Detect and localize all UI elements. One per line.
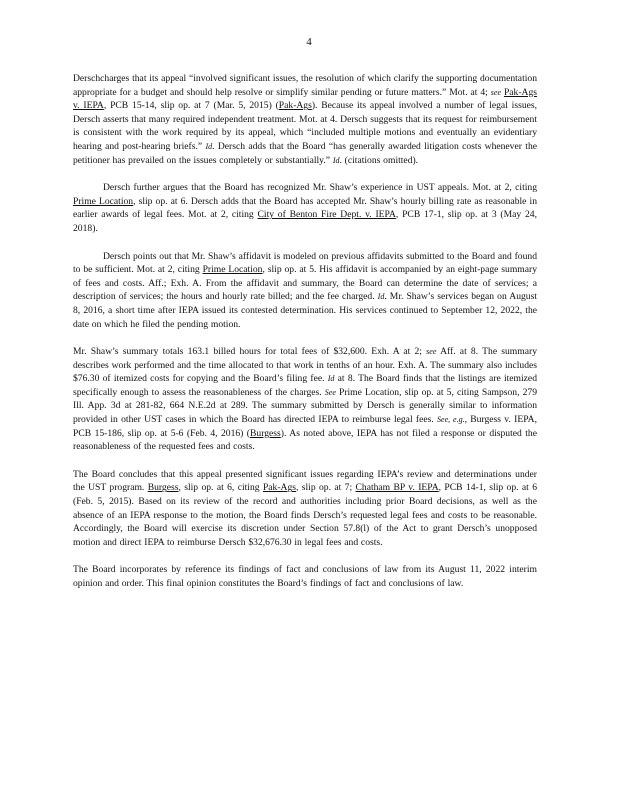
citation-signal: See	[324, 387, 336, 397]
case-citation: Pak-Ags	[262, 482, 296, 494]
text-run: , slip op. at 6, citing	[178, 482, 263, 494]
paragraph-p1	[73, 72, 537, 167]
text-run: ). As noted above, IEPA has not filed a response or disputed the reasonableness of the requested fees and costs.	[73, 427, 537, 453]
case-citation: Burgess	[250, 427, 281, 439]
text-run: . Dersch adds that the Board “has generally awarded litigation costs whenever the petitioner has prevailed on the issues completely or substantially.”	[73, 140, 537, 166]
text-run: Derschcharges that its appeal “involved significant issues, the resolution of which clarify the supporting documentation appropriate for a budget and should help resolve or simplify similar pending or future matters.” Mot. at 4;	[73, 73, 537, 98]
citation-signal: see	[426, 347, 437, 357]
paragraph-p2	[73, 181, 537, 235]
text-run: . (citations omitted).	[339, 154, 419, 166]
text-run: , slip op. at 5. His affidavit is accompanied by an eight-page summary of fees and costs. Aff.; Exh. A. From the affidavit and summary, the Board can determine the date of services; a description of services; the hours and hourly rate billed; and the fee charged.	[73, 264, 537, 303]
text-run: , PCB 15-14, slip op. at 7 (Mar. 5, 2015) (	[103, 100, 279, 112]
text-run: Prime Location, slip op. at 5, citing Sampson, 279 Ill. App. 3d at 281-82, 664 N.E.2d at 289. The summary submitted by Dersch is generally similar to information provided in other UST cases in which the Board has directed IEPA to reimburse legal fees.	[73, 386, 537, 426]
citation-signal: Id	[332, 155, 340, 165]
text-run: , PCB 17-1, slip op. at 3 (May 24, 2018).	[73, 209, 537, 234]
case-citation: Prime Location	[73, 195, 134, 207]
text-run: , slip op. at 6. Dersch adds that the Board has accepted Mr. Shaw’s hourly billing rate as reasonable in earlier awards of legal fees. Mot. at 2, citing	[73, 195, 537, 221]
page-number: 4	[306, 36, 312, 48]
text-run: The Board concludes that this appeal presented significant issues regarding IEPA’s review and determinations under the UST program.	[73, 468, 537, 494]
text-run: , slip op. at 7;	[295, 482, 356, 494]
document-body	[73, 72, 537, 605]
text-run: Aff. at 8. The summary describes work performed and the time allocated to that work in tenths of an hour. Exh. A. The summary also includes $76.30 of itemized costs for copying and the Board’s filing fee.	[73, 346, 537, 385]
text-run: The Board incorporates by reference its findings of fact and conclusions of law from its August 11, 2022 interim opinion and order. This final opinion constitutes the Board’s findings of fact and conclusions of law.	[73, 564, 537, 589]
case-citation: Pak-Ags	[278, 100, 312, 112]
case-citation: Burgess	[147, 482, 179, 494]
paragraph-p5	[73, 468, 537, 550]
text-run: at 8. The Board finds that the listings are itemized specifically enough to assess the reasonableness of the charges.	[73, 373, 537, 398]
citation-signal: Id	[377, 292, 385, 302]
text-run: Dersch further argues that the Board has recognized Mr. Shaw’s experience in UST appeals. Mot. at 2, citing	[103, 182, 537, 194]
paragraph-p4	[73, 345, 537, 454]
citation-signal: See, e.g.	[437, 415, 465, 425]
citation-signal: Id	[205, 141, 213, 151]
text-run: . Mr. Shaw’s services began on August 8, 2016, a short time after IEPA issued its contested determination. His services continued to September 12, 2022, the date on which he filed the pending motion.	[73, 291, 538, 330]
paragraph-p3	[73, 250, 537, 332]
case-citation: Prime Location	[202, 264, 263, 276]
case-citation: Pak-Ags v. IEPA	[73, 86, 537, 112]
text-run: , PCB 14-1, slip op. at 6 (Feb. 5, 2015). Based on its review of the record and authorities including prior Board decisions, as well as the absence of an IEPA response to the motion, the Board finds Dersch’s requested legal fees and costs to be reasonable. Accordingly, the Board will exercise its discretion under Section 57.8(l) of the Act to grant Dersch’s unopposed motion and direct IEPA to reimburse Dersch $32,676.30 in legal fees and costs.	[73, 482, 537, 548]
text-run: , Burgess v. IEPA, PCB 15-186, slip op. at 5-6 (Feb. 4, 2016) (	[73, 414, 537, 439]
citation-signal: see	[490, 87, 501, 97]
text-run: Dersch points out that Mr. Shaw’s affidavit is modeled on previous affidavits submitted to the Board and found to be sufficient. Mot. at 2, citing	[73, 250, 537, 276]
text-run: ). Because its appeal involved a number of legal issues, Dersch asserts that many required independent treatment. Mot. at 4. Dersch suggests that its request for reimbursement is consistent with the work required by its appeal, which “included multiple motions and eventually an evidentiary hearing and post-hearing briefs.”	[73, 100, 538, 152]
paragraph-p6	[73, 563, 537, 590]
text-run: Mr. Shaw’s summary totals 163.1 billed hours for total fees of $32,600. Exh. A at 2;	[73, 346, 427, 358]
citation-signal: Id	[327, 374, 335, 384]
case-citation: City of Benton Fire Dept. v. IEPA	[257, 209, 396, 221]
case-citation: Chatham BP v. IEPA	[355, 482, 439, 494]
